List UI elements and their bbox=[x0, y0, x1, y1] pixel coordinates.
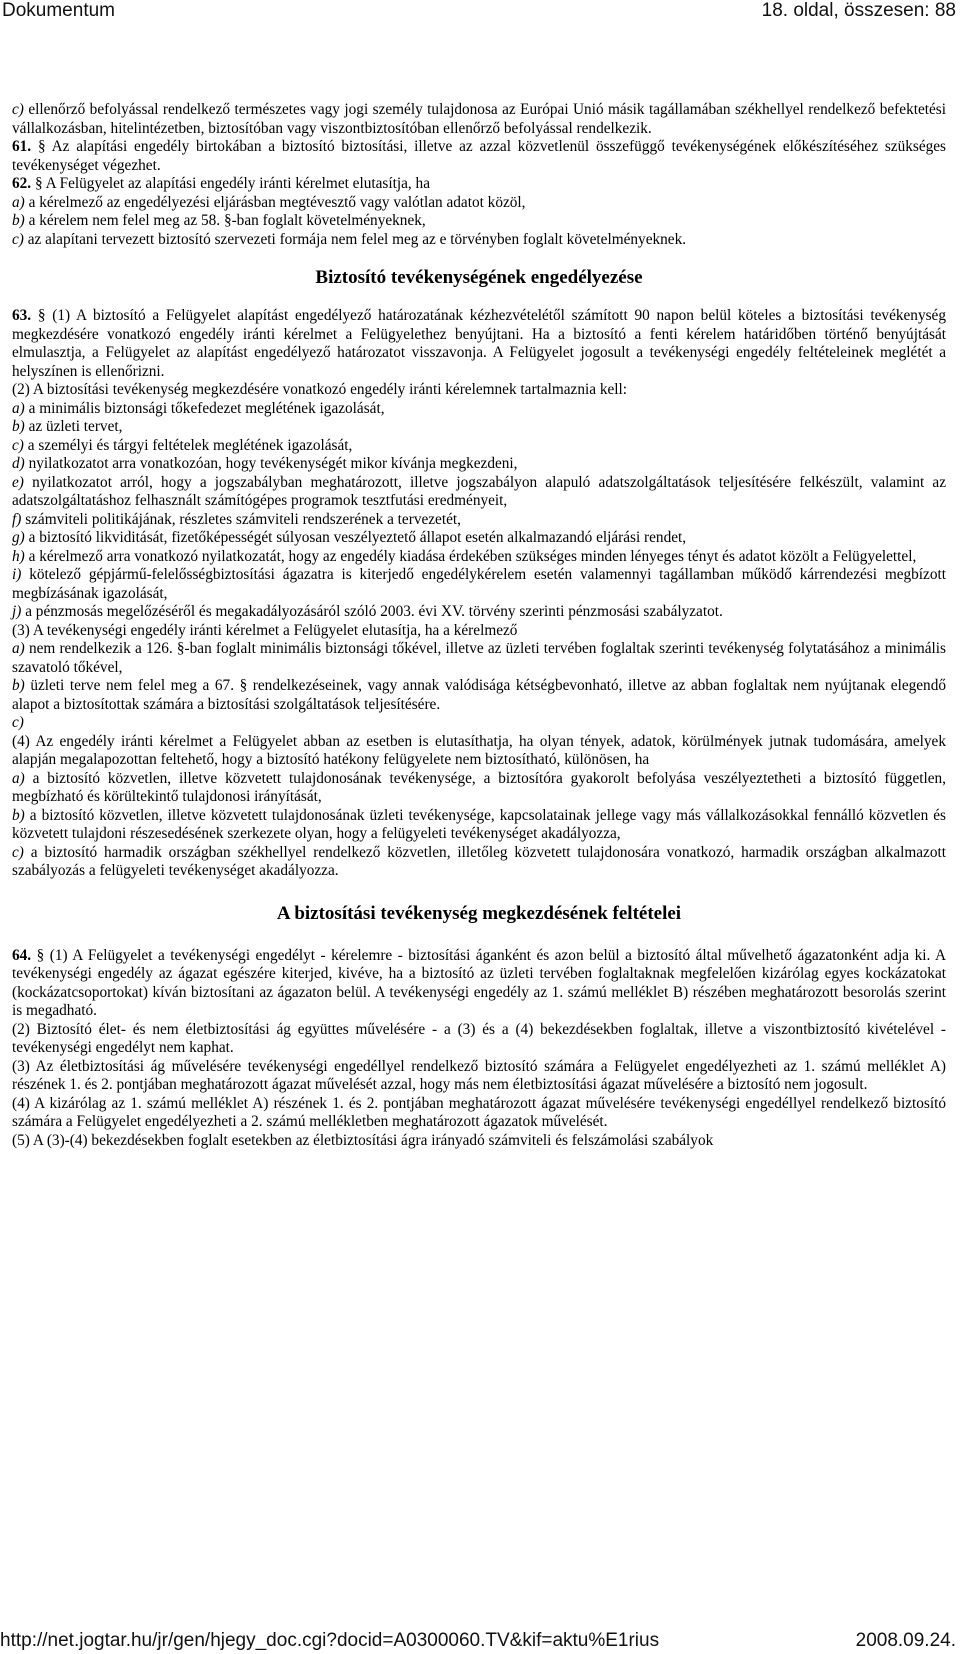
paragraph-text: számviteli politikájának, részletes számviteli rendszerének a tervezetét, bbox=[25, 510, 461, 528]
item-label: c) bbox=[12, 843, 24, 861]
item-label: a) bbox=[12, 640, 25, 657]
item-label: b) bbox=[12, 212, 25, 229]
paragraph-text: a kérelem nem felel meg az 58. §-ban foglalt követelményeknek, bbox=[28, 212, 426, 229]
paragraph bbox=[12, 1058, 946, 1095]
section-heading: Biztosító tevékenységének engedélyezése bbox=[315, 267, 643, 288]
item-label: h) bbox=[12, 547, 25, 565]
paragraph-text: § Az alapítási engedély birtokában a biztosító biztosítási, illetve az azzal közvetlenül összefüggő tevékenységének előkészítéséhez szükséges tevékenységet végezhet. bbox=[12, 138, 947, 174]
list-item bbox=[12, 231, 946, 250]
item-label: i) bbox=[12, 566, 22, 583]
list-item bbox=[12, 437, 946, 456]
list-item bbox=[12, 455, 946, 474]
paragraph-text: a biztosító likviditását, fizetőképességét súlyosan veszélyeztető állapot esetén alkalmazandó eljárási rendet, bbox=[28, 529, 687, 546]
list-item bbox=[12, 474, 946, 511]
document-body bbox=[12, 101, 946, 1150]
paragraph bbox=[12, 622, 946, 641]
paragraph-text: a biztosító harmadik országban székhellyel rendelkező közvetlen, illetőleg közvetett tulajdonosára vonatkozó, harmadik országban alkalmazott szabályozás a felügyeleti tevékenységet akadályozza. bbox=[12, 843, 946, 879]
paragraph-text: üzleti terve nem felel meg a 67. § rendelkezéseinek, vagy annak valódisága kétségbevonható, illetve az abban foglaltak nem nyújtanak elegendő alapot a biztosítottak számára a biztosítási szolgáltatások teljesítésére. bbox=[12, 677, 947, 713]
item-label: b) bbox=[12, 418, 25, 435]
section-paragraph bbox=[12, 175, 946, 194]
paragraph-text: a pénzmosás megelőzéséről és megakadályozásáról szóló 2003. évi XV. törvény szerinti pénzmosási szabályzatot. bbox=[25, 603, 723, 620]
paragraph-text: nyilatkozatot arra vonatkozóan, hogy tevékenységét mikor kívánja megkezdeni, bbox=[28, 455, 518, 472]
list-item bbox=[12, 844, 946, 881]
document-title: Dokumentum bbox=[2, 0, 115, 21]
print-date: 2008.09.24. bbox=[855, 1630, 956, 1651]
paragraph-text: a személyi és tárgyi feltételek meglétének igazolását, bbox=[27, 436, 353, 454]
list-item bbox=[12, 194, 946, 213]
page-header bbox=[0, 0, 960, 28]
item-label: b) bbox=[12, 677, 25, 694]
section-paragraph bbox=[12, 947, 946, 1021]
item-label: c) bbox=[12, 230, 24, 248]
paragraph-text: (4) A kizárólag az 1. számú melléklet A) részének 1. és 2. pontjában meghatározott ágazat művelésére tevékenységi engedéllyel rendelkező biztosító számára a Felügyelet engedélyezheti a 2. számú mellékletben meghatározott ágazatok művelését. bbox=[12, 1094, 946, 1130]
list-item bbox=[12, 566, 946, 603]
list-item bbox=[12, 640, 946, 677]
section-paragraph bbox=[12, 138, 946, 175]
paragraph-text: a kérelmező arra vonatkozó nyilatkozatát, hogy az engedély kiadása érdekében szükséges minden lényeges tényt és adatot közölt a Felügyelettel, bbox=[28, 547, 917, 565]
paragraph bbox=[12, 1132, 946, 1151]
list-item bbox=[12, 714, 946, 733]
item-label: c) bbox=[12, 436, 24, 454]
item-label: g) bbox=[12, 529, 25, 546]
section-number: 61. bbox=[12, 138, 32, 155]
item-label: b) bbox=[12, 806, 25, 824]
list-item bbox=[12, 807, 946, 844]
item-label: a) bbox=[12, 769, 25, 787]
paragraph bbox=[12, 1021, 946, 1058]
section-number: 62. bbox=[12, 175, 32, 192]
item-label: d) bbox=[12, 455, 25, 472]
item-label: c) bbox=[12, 101, 24, 118]
paragraph-text: (2) A biztosítási tevékenység megkezdésére vonatkozó engedély iránti kérelemnek tartalmaznia kell: bbox=[12, 381, 628, 398]
paragraph-text: a kérelmező az engedélyezési eljárásban megtévesztő vagy valótlan adatot közöl, bbox=[28, 193, 526, 211]
item-label: j) bbox=[12, 603, 22, 620]
section-number: 64. bbox=[12, 946, 32, 964]
paragraph bbox=[12, 733, 946, 770]
paragraph-text: (2) Biztosító élet- és nem életbiztosítási ág együttes művelésére - a (3) és a (4) bekezdésekben foglaltak, illetve a viszontbiztosító kivételével - tevékenységi engedélyt nem kaphat. bbox=[12, 1020, 946, 1056]
paragraph-text: a minimális biztonsági tőkefedezet meglétének igazolását, bbox=[28, 399, 385, 417]
page-footer bbox=[0, 1628, 960, 1654]
item-label: a) bbox=[12, 399, 25, 417]
section-paragraph bbox=[12, 307, 946, 381]
paragraph-text: az alapítani tervezett biztosító szervezeti formája nem felel meg az e törvényben foglalt követelményeknek. bbox=[27, 230, 687, 248]
list-item bbox=[12, 511, 946, 530]
list-item bbox=[12, 770, 946, 807]
paragraph-text: nem rendelkezik a 126. §-ban foglalt minimális biztonsági tőkével, illetve az üzleti tervében foglaltak szerinti tevékenység folytatásához a minimális szavatoló tőkével, bbox=[12, 640, 946, 676]
paragraph-text: ellenőrző befolyással rendelkező természetes vagy jogi személy tulajdonosa az Európai Unió másik tagállamában székhellyel rendelkező befektetési vállalkozásban, hitelintézetben, biztosítóban vagy viszontbiztosítóban ellenőrző befolyással rendelkezik. bbox=[12, 101, 946, 137]
paragraph bbox=[12, 1095, 946, 1132]
list-item bbox=[12, 418, 946, 437]
paragraph-text: (4) Az engedély iránti kérelmet a Felügyelet abban az esetben is elutasíthatja, ha olyan tények, adatok, körülmények jutnak tudomására, amelyek alapján megalapozottan feltehető, hogy a biztosító hatékony felügyelete nem biztosítható, különösen, ha bbox=[12, 732, 946, 768]
section-number: 63. bbox=[12, 307, 32, 324]
section-heading: A biztosítási tevékenység megkezdésének feltételei bbox=[276, 902, 682, 924]
paragraph-text: (5) A (3)-(4) bekezdésekben foglalt esetekben az életbiztosítási ágra irányadó számviteli és felszámolási szabályok bbox=[12, 1131, 714, 1149]
item-label: a) bbox=[12, 193, 25, 211]
paragraph-text: az üzleti tervet, bbox=[28, 418, 123, 435]
paragraph-text: a biztosító közvetlen, illetve közvetett tulajdonosának üzleti tevékenysége, kapcsolatainak jellege vagy más vállalkozásokkal fennálló közvetlen és közvetett tulajdoni részesedésének szerkezete olyan, hogy a felügyeleti tevékenységet akadályozza, bbox=[12, 806, 946, 842]
paragraph-text: kötelező gépjármű-felelősségbiztosítási ágazatra is kiterjedő engedélykérelem esetén valamennyi tagállamban működő kárrendezési megbízott megbízásának igazolását, bbox=[12, 566, 946, 602]
paragraph-text: § (1) A biztosító a Felügyelet alapítást engedélyező határozatának kézhezvételétől számított 90 napon belül köteles a biztosítási tevékenység megkezdésére vonatkozó engedély iránti kérelmet a Felügyelethez benyújtani. Ha a biztosító a fenti kérelem határidőben történő benyújtását elmulasztja, a Felügyelet az alapítást engedélyező határozatot visszavonja. A Felügyelet jogosult a tevékenységi engedély feltételeinek meglétét a helyszínen is ellenőrizni. bbox=[12, 307, 946, 380]
list-item bbox=[12, 400, 946, 419]
paragraph-text: § (1) A Felügyelet a tevékenységi engedélyt - kérelemre - biztosítási áganként és azon belül a biztosító által művelhető ágazatonként adja ki. A tevékenységi engedély az ágazat egészére kiterjed, kivéve, ha a biztosító az üzleti tervében foglaltaknak megfelelően kizárólag egyes kockázatokat (kockázatcsoportokat) kíván biztosítani az ágazaton belül. A tevékenységi engedély az 1. számú melléklet B) részében meghatározott besorolás szerint is megadható. bbox=[12, 946, 946, 1019]
list-item bbox=[12, 529, 946, 548]
source-url: http://net.jogtar.hu/jr/gen/hjegy_doc.cgi?docid=A0300060.TV&kif=aktu%E1rius bbox=[0, 1630, 660, 1651]
list-item bbox=[12, 548, 946, 567]
paragraph bbox=[12, 381, 946, 400]
list-item bbox=[12, 212, 946, 231]
list-item bbox=[12, 677, 946, 714]
paragraph-text: (3) Az életbiztosítási ág művelésére tevékenységi engedéllyel rendelkező biztosító számára a Felügyelet engedélyezheti az 1. számú melléklet A) részének 1. és 2. pontjában meghatározott ágazat művelését azzal, hogy más nem életbiztosítási ágazat művelésére a biztosító nem jogosult. bbox=[12, 1057, 946, 1093]
page-counter: 18. oldal, összesen: 88 bbox=[761, 0, 956, 21]
item-label: e) bbox=[12, 473, 24, 491]
list-item bbox=[12, 101, 946, 138]
paragraph-text: § A Felügyelet az alapítási engedély iránti kérelmet elutasítja, ha bbox=[34, 175, 430, 192]
paragraph-text: (3) A tevékenységi engedély iránti kérelmet a Felügyelet elutasítja, ha a kérelmező bbox=[12, 621, 518, 639]
item-label: c) bbox=[12, 714, 24, 731]
item-label: f) bbox=[12, 510, 22, 528]
list-item bbox=[12, 603, 946, 622]
paragraph-text: a biztosító közvetlen, illetve közvetett tulajdonosának tevékenysége, a biztosítóra gyakorolt befolyása veszélyeztetheti a biztosító független, megbízható és körültekintő tulajdonosi irányítását, bbox=[12, 769, 946, 805]
paragraph-text: nyilatkozatot arról, hogy a jogszabályban meghatározott, illetve jogszabályon alapuló adatszolgáltatások teljesítésére felkészült, valamint az adatszolgáltatáshoz felhasznált számítógépes programok tesztfutási eredményeit, bbox=[12, 473, 947, 509]
